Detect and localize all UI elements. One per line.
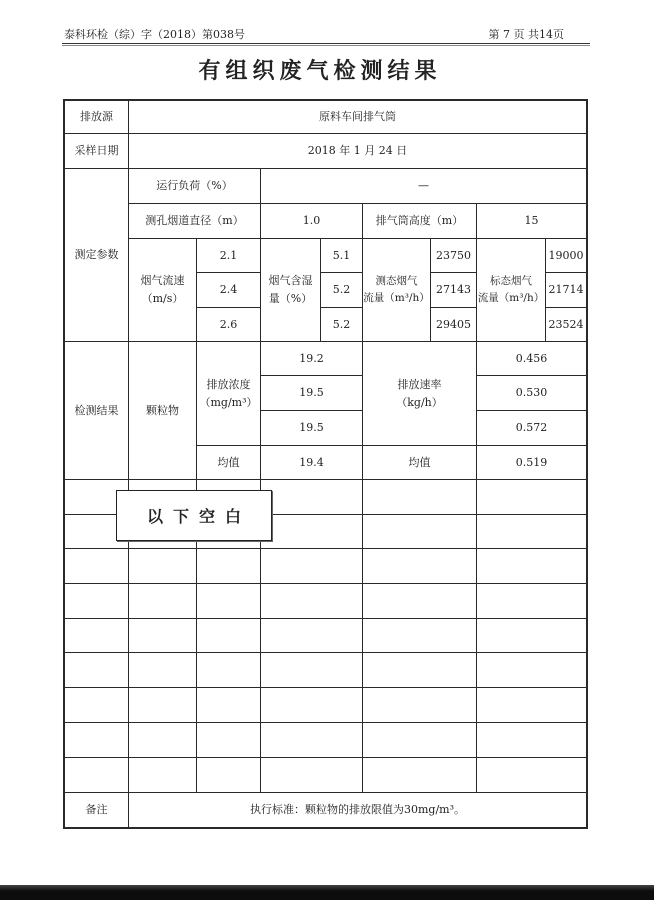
standard-flow-value: 19000	[546, 239, 586, 272]
blank-cell	[477, 723, 586, 757]
emission-rate-value: 0.530	[477, 376, 586, 410]
blank-cell	[197, 584, 260, 618]
blank-cell	[65, 688, 128, 722]
measured-flow-label: 测态烟气 流量（m³/h）	[363, 239, 430, 341]
blank-cell	[65, 584, 128, 618]
emission-rate-value: 0.456	[477, 342, 586, 375]
blank-below-stamp: 以下空白	[116, 490, 272, 541]
blank-cell	[363, 515, 476, 548]
blank-cell	[129, 688, 196, 722]
stack-height-value: 15	[477, 204, 586, 238]
blank-cell	[261, 758, 362, 792]
blank-cell	[261, 688, 362, 722]
blank-cell	[261, 549, 362, 583]
concentration-value: 19.2	[261, 342, 362, 375]
blank-cell	[65, 619, 128, 652]
blank-cell	[363, 584, 476, 618]
blank-cell	[477, 549, 586, 583]
parameters-label: 测定参数	[65, 169, 128, 341]
blank-cell	[363, 619, 476, 652]
blank-cell	[477, 584, 586, 618]
blank-cell	[363, 723, 476, 757]
page-number: 第 7 页 共14页	[488, 28, 564, 41]
measured-flow-value: 29405	[431, 308, 476, 341]
blank-cell	[129, 758, 196, 792]
blank-cell	[65, 758, 128, 792]
concentration-value: 19.5	[261, 376, 362, 410]
moisture-value: 5.2	[321, 308, 362, 341]
emission-rate-mean-value: 0.519	[477, 446, 586, 479]
header-divider-secondary	[62, 45, 590, 46]
load-value: —	[261, 169, 586, 203]
standard-flow-value: 21714	[546, 273, 586, 307]
scan-edge	[0, 885, 654, 900]
blank-cell	[129, 619, 196, 652]
blank-cell	[261, 584, 362, 618]
blank-cell	[363, 758, 476, 792]
blank-cell	[197, 653, 260, 687]
result-table	[64, 100, 587, 828]
concentration-mean-label: 均值	[197, 446, 260, 479]
blank-cell	[477, 653, 586, 687]
blank-cell	[363, 688, 476, 722]
emission-rate-label: 排放速率 （kg/h）	[363, 342, 476, 445]
standard-flow-value: 23524	[546, 308, 586, 341]
blank-cell	[197, 549, 260, 583]
moisture-value: 5.1	[321, 239, 362, 272]
blank-cell	[261, 515, 362, 548]
remarks-label: 备注	[65, 793, 128, 827]
blank-cell	[129, 723, 196, 757]
moisture-value: 5.2	[321, 273, 362, 307]
blank-cell	[477, 688, 586, 722]
blank-cell	[197, 758, 260, 792]
source-label: 排放源	[65, 101, 128, 133]
document-number: 泰科环检（综）字（2018）第038号	[64, 28, 245, 41]
sampling-date-value: 2018 年 1 月 24 日	[129, 134, 586, 168]
blank-cell	[363, 653, 476, 687]
concentration-label: 排放浓度 （mg/m³）	[197, 342, 260, 445]
blank-cell	[197, 688, 260, 722]
stack-height-label: 排气筒高度（m）	[363, 204, 476, 238]
blank-cell	[65, 723, 128, 757]
flow-velocity-value: 2.4	[197, 273, 260, 307]
duct-diameter-label: 测孔烟道直径（m）	[129, 204, 260, 238]
blank-cell	[363, 549, 476, 583]
blank-cell	[261, 619, 362, 652]
blank-cell	[477, 480, 586, 514]
blank-cell	[477, 619, 586, 652]
flow-velocity-value: 2.6	[197, 308, 260, 341]
standard-flow-label: 标态烟气 流量（m³/h）	[477, 239, 545, 341]
measured-flow-value: 23750	[431, 239, 476, 272]
blank-cell	[261, 723, 362, 757]
source-value: 原料车间排气筒	[129, 101, 586, 133]
blank-cell	[477, 515, 586, 548]
flow-velocity-value: 2.1	[197, 239, 260, 272]
blank-cell	[129, 549, 196, 583]
blank-cell	[261, 480, 362, 514]
duct-diameter-value: 1.0	[261, 204, 362, 238]
flow-velocity-label: 烟气流速 （m/s）	[129, 239, 196, 341]
concentration-mean-value: 19.4	[261, 446, 362, 479]
concentration-value: 19.5	[261, 411, 362, 445]
load-label: 运行负荷（%）	[129, 169, 260, 203]
moisture-label: 烟气含湿 量（%）	[261, 239, 320, 341]
blank-cell	[197, 619, 260, 652]
blank-cell	[363, 480, 476, 514]
blank-cell	[197, 723, 260, 757]
blank-cell	[65, 653, 128, 687]
header-divider	[62, 43, 590, 44]
emission-rate-mean-label: 均值	[363, 446, 476, 479]
page-title: 有组织废气检测结果	[198, 58, 442, 84]
blank-cell	[261, 653, 362, 687]
measured-flow-value: 27143	[431, 273, 476, 307]
sampling-date-label: 采样日期	[65, 134, 128, 168]
blank-cell	[477, 758, 586, 792]
results-label: 检测结果	[65, 342, 128, 479]
blank-cell	[129, 584, 196, 618]
emission-rate-value: 0.572	[477, 411, 586, 445]
remarks-value: 执行标准：颗粒物的排放限值为30mg/m³。	[129, 793, 586, 827]
blank-cell	[129, 653, 196, 687]
pollutant-name: 颗粒物	[129, 342, 196, 479]
blank-cell	[65, 549, 128, 583]
